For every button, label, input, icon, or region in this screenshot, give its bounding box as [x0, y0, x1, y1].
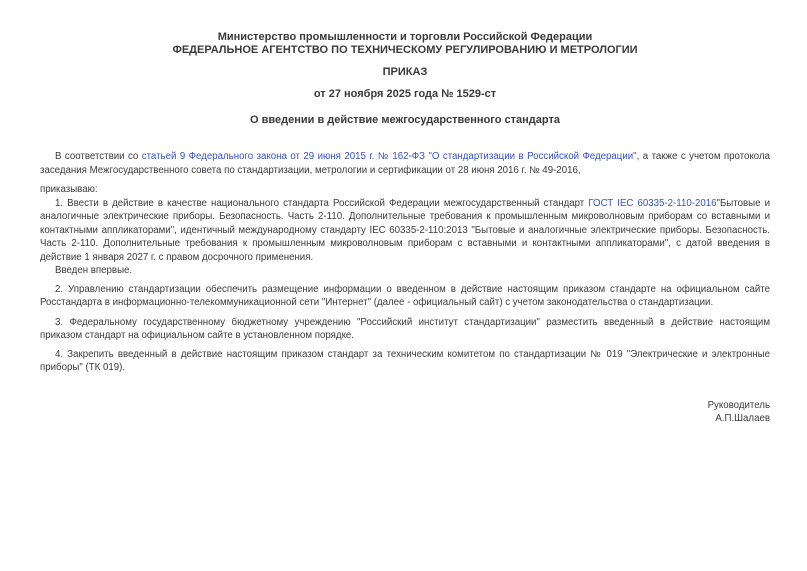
signer-position: Руководитель: [707, 399, 770, 411]
resolution-word: приказываю:: [40, 184, 98, 195]
item-2-paragraph: 2. Управлению стандартизации обеспечить размещение информации о введенном в действие настоящим приказом стандарте на официальном сайте Росстандарта в информационно-телекоммуникационной сети "Интернет" (далее - официальный сайт) с учетом законодательства о стандартизации.: [40, 283, 770, 308]
gost-standard-link[interactable]: ГОСТ IEC 60335-2-110-2016: [588, 197, 717, 209]
item-1-suffix: "Бытовые и аналогичные электрические приборы. Безопасность. Часть 2-110. Дополнительные требования к промышленным микроволновым приборам со вставными и контактными аппликаторами", идентичный международному стандарту IEC 60335-2-110:2013 "Бытовые и аналогичные электрические приборы. Безопасность. Часть 2-110. Дополнительные требования к промышленным микроволновым приборам с вставными и контактными аппликаторами", с датой введения в действие 1 января 2027 г. с правом досрочного применения.: [40, 197, 771, 263]
item-3-paragraph: 3. Федеральному государственному бюджетному учреждению "Российский институт стандартизации" разместить введенный в действие настоящим приказом стандарт на официальном сайте в установленном порядке.: [40, 316, 770, 341]
document-header: [40, 31, 770, 127]
item-4-paragraph: 4. Закрепить введенный в действие настоящим приказом стандарт за техническим комитетом по стандартизации № 019 "Электрические и электронные приборы" (ТК 019).: [40, 348, 770, 373]
document-date-number: от 27 ноября 2025 года № 1529-ст: [313, 88, 497, 100]
intro-paragraph: [40, 150, 770, 177]
signer-name: А.П.Шалаев: [715, 412, 770, 424]
ministry-name: Министерство промышленности и торговли Российской Федерации: [217, 31, 593, 43]
document-type: ПРИКАЗ: [382, 66, 428, 78]
item-1-note: Введен впервые.: [55, 265, 133, 276]
item-1-prefix: 1. Ввести в действие в качестве национального стандарта Российской Федерации межгосударственный стандарт: [55, 197, 589, 209]
item-1-paragraph: [40, 197, 770, 265]
law-reference-link[interactable]: статьей 9 Федерального закона от 29 июня 2015 г. № 162-ФЗ "О стандартизации в Российской Федерации": [141, 151, 637, 162]
agency-name: ФЕДЕРАЛЬНОЕ АГЕНТСТВО ПО ТЕХНИЧЕСКОМУ РЕГУЛИРОВАНИЮ И МЕТРОЛОГИИ: [172, 44, 638, 56]
document-subject: О введении в действие межгосударственного стандарта: [250, 114, 560, 126]
document-body: [40, 150, 770, 425]
intro-prefix: В соответствии со: [55, 151, 142, 162]
intro-suffix: , а также с учетом протокола заседания Межгосударственного совета по стандартизации, метрологии и сертификации от 28 июня 2016 г. № 49-2016,: [40, 151, 771, 176]
signature-block: [40, 399, 770, 425]
